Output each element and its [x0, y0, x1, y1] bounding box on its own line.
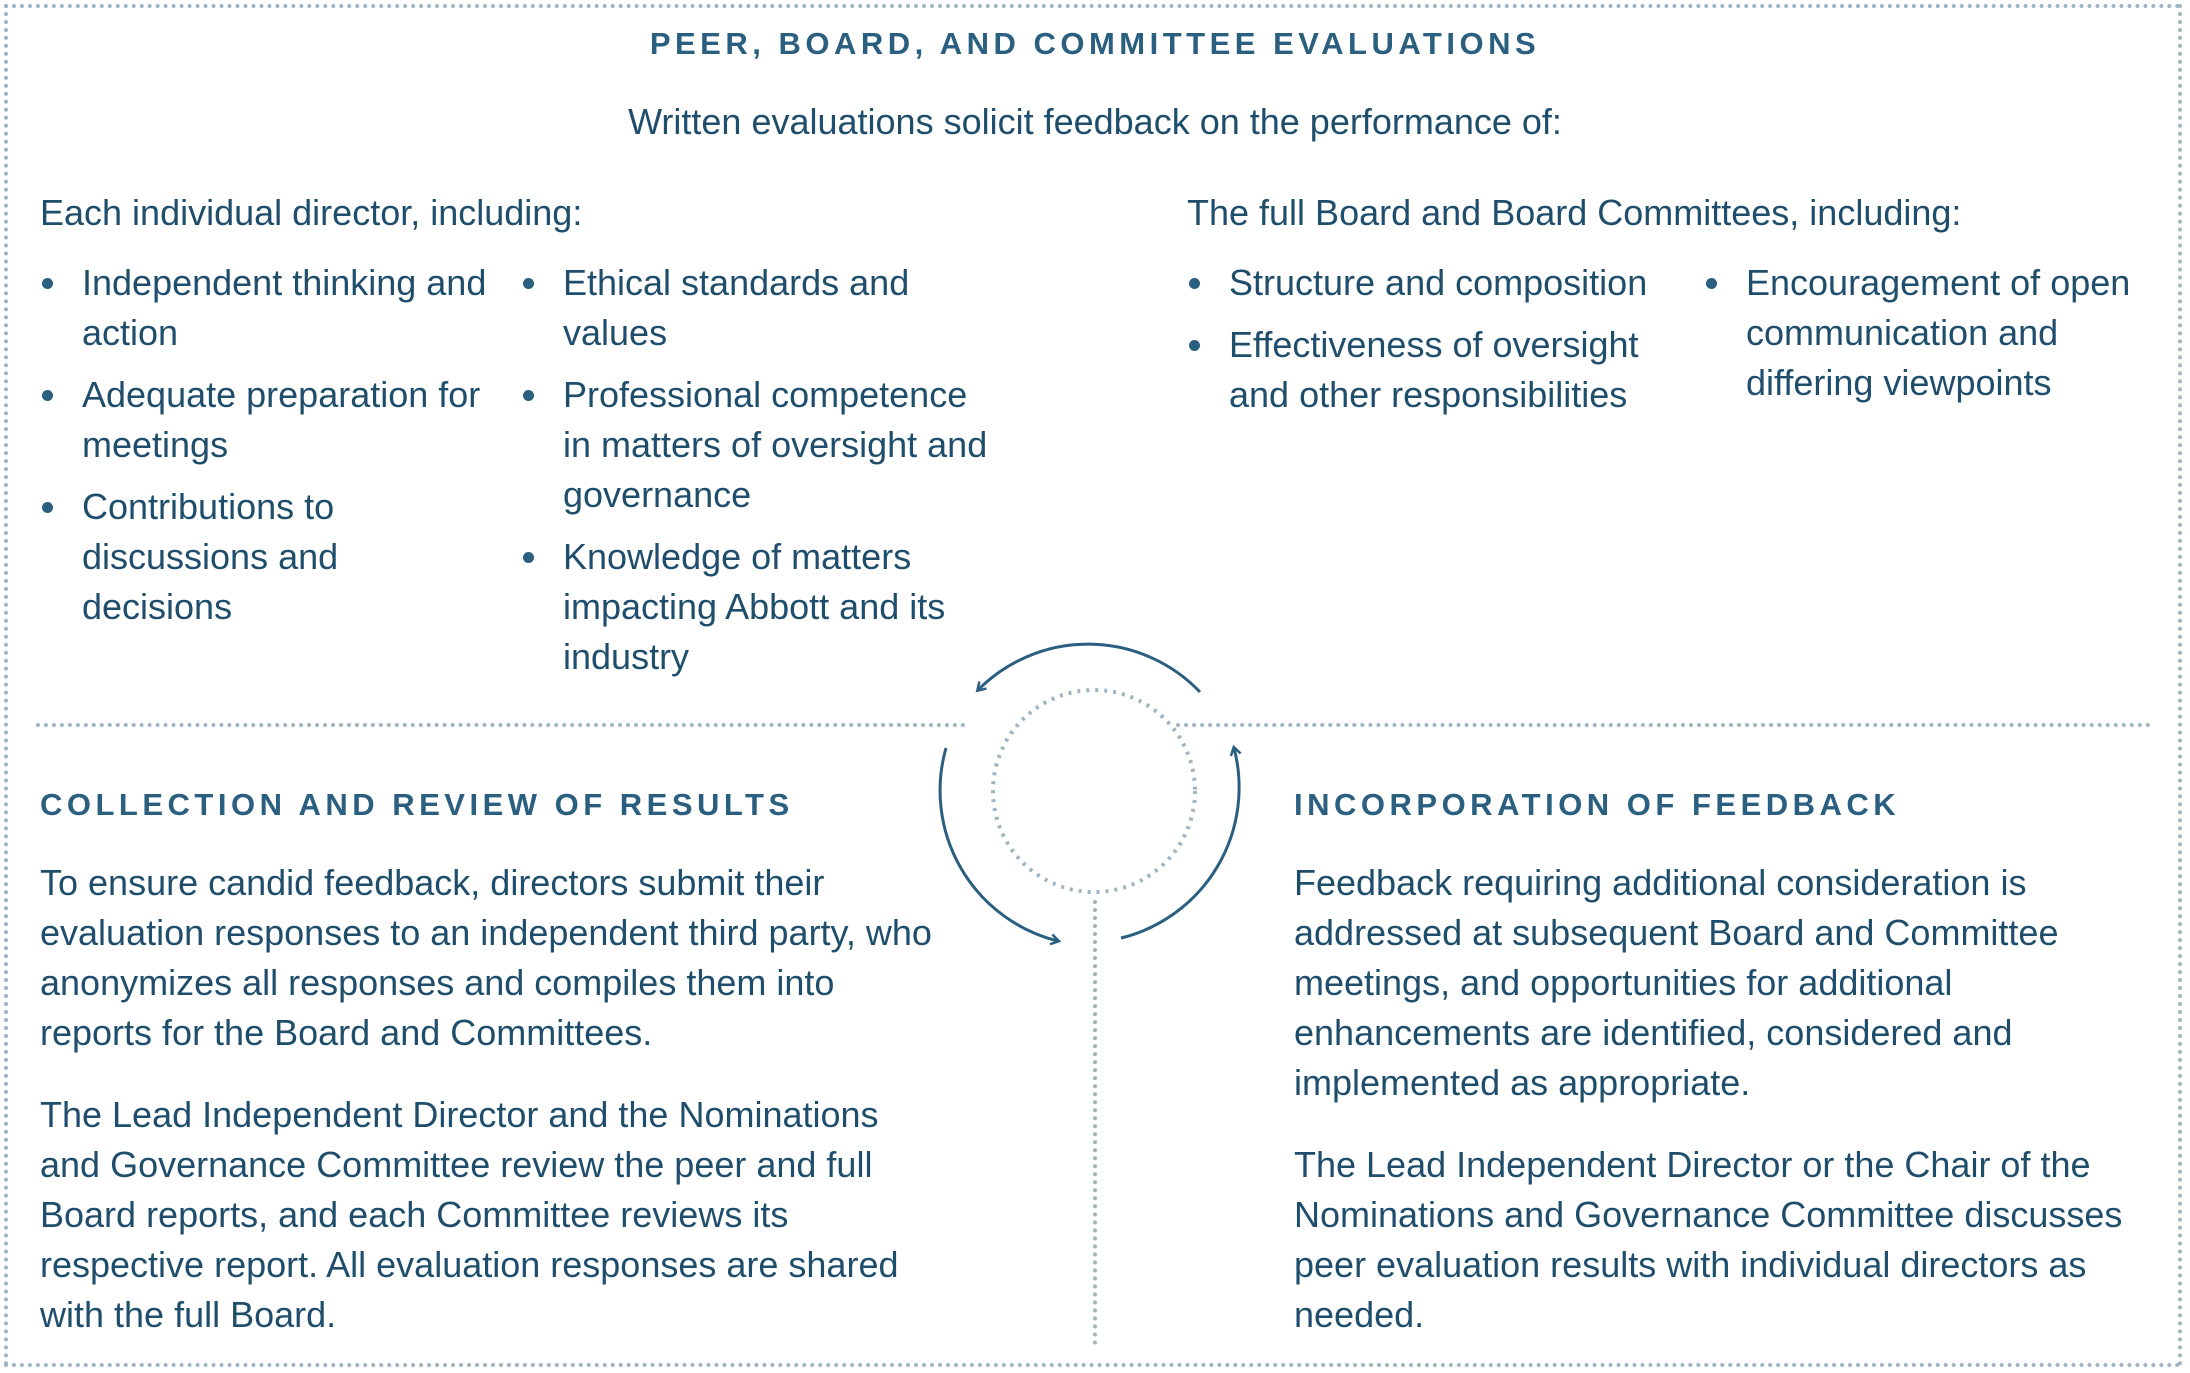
list-item: Knowledge of matters impacting Abbott and its industry: [521, 532, 991, 682]
list-item: Adequate preparation for meetings: [40, 370, 490, 470]
list-item: Structure and composition: [1187, 258, 1667, 308]
list-item: Encouragement of open communication and differing viewpoints: [1704, 258, 2174, 408]
evaluations-subtitle: Written evaluations solicit feedback on the performance of:: [628, 101, 1562, 142]
board-committees-heading: The full Board and Board Committees, including:: [1187, 192, 1962, 233]
incorporation-paragraph-2: The Lead Independent Director or the Chair of the Nominations and Governance Committee discusses peer evaluation results with individual directors as needed.: [1294, 1144, 2123, 1335]
list-item: Ethical standards and values: [521, 258, 991, 358]
cycle-arrow-left: [940, 748, 1058, 941]
list-item: Independent thinking and action: [40, 258, 490, 358]
incorporation-title: INCORPORATION OF FEEDBACK: [1294, 787, 1901, 822]
collection-title: COLLECTION AND REVIEW OF RESULTS: [40, 787, 794, 822]
cycle-arrow-top: [978, 644, 1200, 692]
list-item: Effectiveness of oversight and other responsibilities: [1187, 320, 1667, 420]
incorporation-paragraph-1: Feedback requiring additional consideration is addressed at subsequent Board and Committee meetings, and opportunities for additional enhancements are identified, considered and implemented as appropriate.: [1294, 862, 2059, 1103]
evaluations-title: PEER, BOARD, AND COMMITTEE EVALUATIONS: [649, 26, 1541, 61]
collection-paragraph-1: To ensure candid feedback, directors submit their evaluation responses to an independent third party, who anonymizes all responses and compiles them into reports for the Board and Committees.: [40, 862, 932, 1053]
list-item: Professional competence in matters of oversight and governance: [521, 370, 991, 520]
list-item: Contributions to discussions and decisions: [40, 482, 490, 632]
collection-paragraph-2: The Lead Independent Director and the Nominations and Governance Committee review the peer and full Board reports, and each Committee reviews its respective report. All evaluation responses are shared with the full Board.: [40, 1094, 899, 1335]
individual-director-heading: Each individual director, including:: [40, 192, 583, 233]
cycle-center-circle: [993, 690, 1195, 892]
